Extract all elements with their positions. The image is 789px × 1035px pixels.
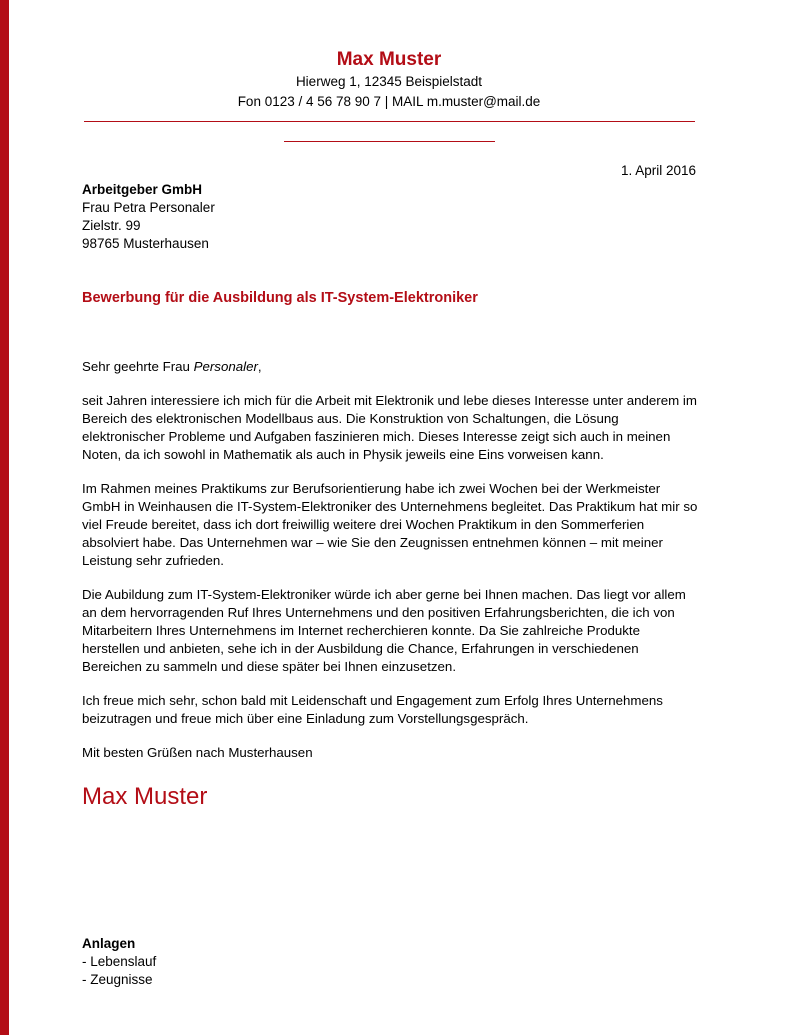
- attachment-item: - Lebenslauf: [82, 954, 157, 969]
- letter-subject: Bewerbung für die Ausbildung als IT-System-Elektroniker: [82, 290, 478, 306]
- accent-bar: [0, 0, 9, 1035]
- body-paragraph: Im Rahmen meines Praktikums zur Berufsorientierung habe ich zwei Wochen bei der Werkmeister GmbH in Weinhausen die IT-System-Elektroniker des Unternehmens begleitet. Das Praktikum hat mir so viel Freude bereitet, dass ich dort freiwillig weitere drei Wochen Praktikum in den Sommerferien absolviert habe. Das Unternehmen war – wie Sie den Zeugnissen entnehmen können – mit meiner Leistung sehr zufrieden.: [82, 481, 698, 568]
- sender-contact: Fon 0123 / 4 56 78 90 7 | MAIL m.muster@mail.de: [237, 94, 541, 109]
- body-paragraph: Die Aubildung zum IT-System-Elektroniker würde ich aber gerne bei Ihnen machen. Das liegt vor allem an dem hervorragenden Ruf Ihres Unternehmens und den positiven Erfahrungsberichten, die ich von Mitarbeitern Ihres Unternehmens im Internet recherchieren konnte. Da Sie zahlreiche Produkte herstellen und anbieten, sehe ich in der Ausbildung die Chance, Erfahrungen in verschiedenen Bereichen zu sammeln und diese später bei Ihnen einzusetzen.: [82, 587, 686, 674]
- body-paragraph: Ich freue mich sehr, schon bald mit Leidenschaft und Engagement zum Erfolg Ihres Unternehmens beizutragen und freue mich über eine Einladung zum Vorstellungsgespräch.: [82, 693, 663, 726]
- recipient-city: 98765 Musterhausen: [82, 236, 209, 251]
- signature: Max Muster: [82, 783, 208, 810]
- letterhead: [0, 48, 778, 112]
- sender-name: Max Muster: [336, 49, 442, 70]
- attachment-item: - Zeugnisse: [82, 972, 153, 987]
- salutation-prefix: Sehr geehrte Frau: [82, 359, 194, 374]
- letter-body: [82, 358, 698, 778]
- attachments-label: Anlagen: [82, 936, 136, 951]
- recipient-street: Zielstr. 99: [82, 218, 141, 233]
- header-divider-short: [284, 141, 495, 142]
- letter-date: 1. April 2016: [620, 163, 696, 178]
- recipient-company: Arbeitgeber GmbH: [82, 182, 203, 197]
- sender-address: Hierweg 1, 12345 Beispielstadt: [295, 74, 483, 89]
- salutation-name: Personaler: [193, 359, 258, 374]
- attachments: [82, 935, 156, 989]
- salutation-suffix: ,: [257, 359, 262, 374]
- body-paragraph: seit Jahren interessiere ich mich für die Arbeit mit Elektronik und lebe dieses Interesse unter anderem im Bereich des elektronischen Modellbaus aus. Die Konstruktion von Schaltungen, die Lösung elektronischer Probleme und Aufgaben faszinieren mich. Dieses Interesse zeigt sich auch in meinen Noten, da ich sowohl in Mathematik als auch in Physik jeweils eine Eins vorweisen kann.: [82, 393, 697, 462]
- header-divider-long: [84, 121, 695, 122]
- recipient-person: Frau Petra Personaler: [82, 200, 215, 215]
- salutation: [82, 358, 698, 376]
- recipient-address: [82, 181, 215, 253]
- closing: Mit besten Grüßen nach Musterhausen: [82, 745, 313, 760]
